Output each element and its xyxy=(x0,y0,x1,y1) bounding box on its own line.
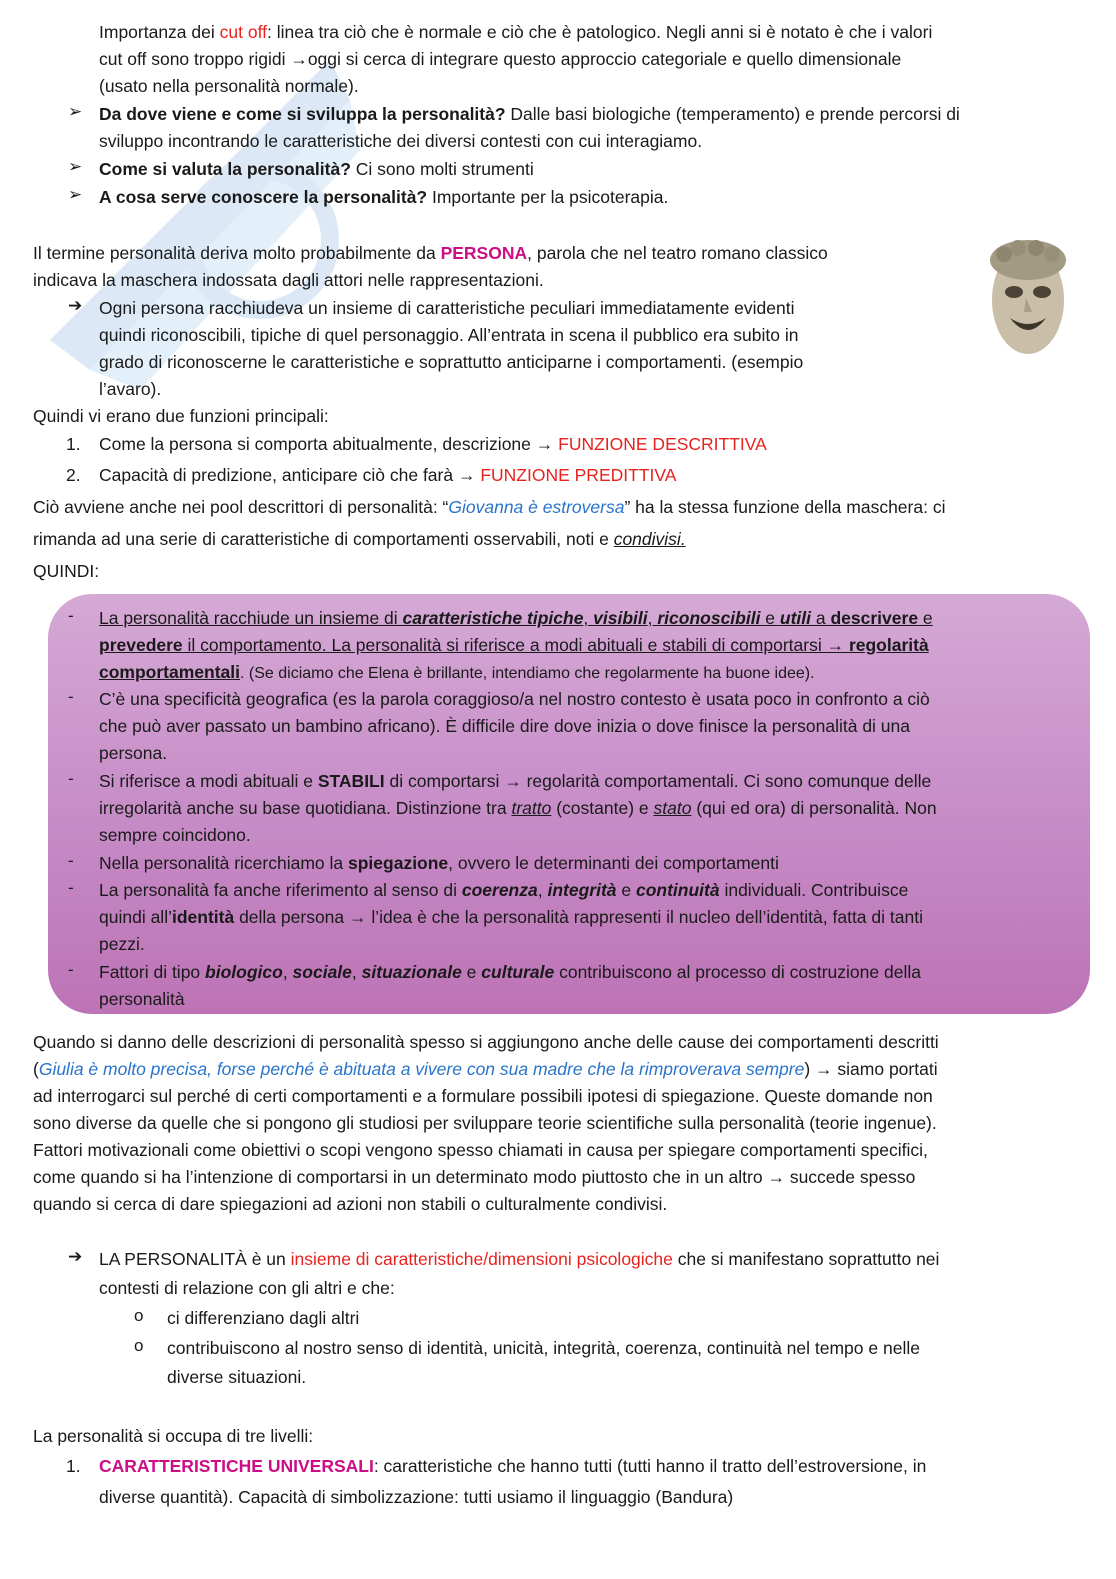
circle-bullet: o xyxy=(134,1306,144,1325)
dash-bullet: - xyxy=(68,960,74,979)
pool-line-1: Ciò avviene anche nei pool descrittori di personalità: “Giovanna è estroversa” ha la stessa funzione della maschera: ci xyxy=(33,497,946,517)
box-bullet-2-line-2: che può aver passato un bambino africano). È difficile dire dove inizia o dove finisce la personalità di una xyxy=(99,716,910,736)
intro-line-3: (usato nella personalità normale). xyxy=(99,76,359,96)
persona-arrow-line-1: Ogni persona racchiudeva un insieme di caratteristiche peculiari immediatamente evidenti xyxy=(99,298,795,318)
list-number: 2. xyxy=(66,465,81,485)
definition-sub-2-cont: diverse situazioni. xyxy=(167,1367,307,1387)
function-item-1: Come la persona si comporta abitualmente, descrizione → FUNZIONE DESCRITTIVA xyxy=(99,434,767,454)
list-number: 1. xyxy=(66,1456,81,1476)
function-item-2: Capacità di predizione, anticipare ciò che farà → FUNZIONE PREDITTIVA xyxy=(99,465,677,485)
persona-line-1: Il termine personalità deriva molto probabilmente da PERSONA, parola che nel teatro romano classico xyxy=(33,243,828,263)
intro-line-2: cut off sono troppo rigidi →oggi si cerca di integrare questo approccio categoriale e quello dimensionale xyxy=(99,49,902,69)
causes-line-5: Fattori motivazionali come obiettivi o scopi vengono spesso chiamati in causa per spiegare comportamenti specifici, xyxy=(33,1140,928,1160)
functions-intro: Quindi vi erano due funzioni principali: xyxy=(33,406,329,426)
check-bullet-icon: ➢ xyxy=(68,157,83,176)
persona-arrow-line-4: l’avaro). xyxy=(99,379,162,399)
causes-line-3: ad interrogarci sul perché di certi comportamenti e a formulare possibili ipotesi di spiegazione. Queste domande non xyxy=(33,1086,933,1106)
box-bullet-4: Nella personalità ricerchiamo la spiegazione, ovvero le determinanti dei comportamenti xyxy=(99,853,779,873)
question-3: A cosa serve conoscere la personalità? Importante per la psicoterapia. xyxy=(99,187,669,207)
question-2: Come si valuta la personalità? Ci sono molti strumenti xyxy=(99,159,534,179)
definition-line-2: contesti di relazione con gli altri e che: xyxy=(99,1278,395,1298)
dash-bullet: - xyxy=(68,606,74,625)
causes-line-2: (Giulia è molto precisa, forse perché è abituata a vivere con sua madre che la rimproverava sempre) → siamo portati xyxy=(33,1059,938,1079)
box-bullet-3-line-2: irregolarità anche su base quotidiana. Distinzione tra tratto (costante) e stato (qui ed ora) di personalità. Non xyxy=(99,798,937,818)
box-bullet-2-line-3: persona. xyxy=(99,743,168,763)
box-bullet-5-line-2: quindi all’identità della persona → l’idea è che la personalità rappresenti il nucleo dell’identità, fatta di tanti xyxy=(99,907,923,927)
arrow-bullet-icon: ➔ xyxy=(68,1247,83,1266)
box-bullet-6-line-2: personalità xyxy=(99,989,185,1009)
definition-line-1: LA PERSONALITÀ è un insieme di caratteristiche/dimensioni psicologiche che si manifestano soprattutto nei xyxy=(99,1249,940,1269)
box-bullet-1-line-2: prevedere il comportamento. La personalità si riferisce a modi abituali e stabili di comportarsi → regolarità xyxy=(99,635,929,655)
definition-sub-2: contribuiscono al nostro senso di identità, unicità, integrità, coerenza, continuità nel tempo e nelle xyxy=(167,1338,920,1358)
theatre-mask-image xyxy=(988,240,1068,358)
pool-line-2: rimanda ad una serie di caratteristiche di comportamenti osservabili, noti e condivisi. xyxy=(33,529,686,549)
persona-arrow-line-3: grado di riconoscerne le caratteristiche e soprattutto anticiparne i comportamenti. (esempio xyxy=(99,352,804,372)
check-bullet-icon: ➢ xyxy=(68,185,83,204)
definition-sub-1: ci differenziano dagli altri xyxy=(167,1308,360,1328)
question-1-cont: sviluppo incontrando le caratteristiche dei diversi contesti con cui interagiamo. xyxy=(99,131,703,151)
check-bullet-icon: ➢ xyxy=(68,102,83,121)
quindi-label: QUINDI: xyxy=(33,561,100,581)
levels-intro: La personalità si occupa di tre livelli: xyxy=(33,1426,314,1446)
box-bullet-2-line-1: C’è una specificità geografica (es la parola coraggioso/a nel nostro contesto è usata poco in confronto a ciò xyxy=(99,689,930,709)
box-bullet-6-line-1: Fattori di tipo biologico, sociale, situazionale e culturale contribuiscono al processo di costruzione della xyxy=(99,962,921,982)
levels-item-1: CARATTERISTICHE UNIVERSALI: caratteristiche che hanno tutti (tutti hanno il tratto dell’estroversione, in xyxy=(99,1456,927,1476)
dash-bullet: - xyxy=(68,878,74,897)
box-bullet-1-line-1: La personalità racchiude un insieme di caratteristiche tipiche, visibili, riconoscibili e utili a descrivere e xyxy=(99,608,933,628)
box-bullet-3-line-3: sempre coincidono. xyxy=(99,825,251,845)
persona-line-2: indicava la maschera indossata dagli attori nelle rappresentazioni. xyxy=(33,270,544,290)
causes-line-4: sono diverse da quelle che si pongono gli studiosi per sviluppare teorie scientifiche sulla personalità (teorie ingenue). xyxy=(33,1113,937,1133)
dash-bullet: - xyxy=(68,851,74,870)
levels-item-1-cont: diverse quantità). Capacità di simbolizzazione: tutti usiamo il linguaggio (Bandura) xyxy=(99,1487,734,1507)
dash-bullet: - xyxy=(68,687,74,706)
causes-line-1: Quando si danno delle descrizioni di personalità spesso si aggiungono anche delle cause dei comportamenti descritti xyxy=(33,1032,939,1052)
box-bullet-3-line-1: Si riferisce a modi abituali e STABILI di comportarsi → regolarità comportamentali. Ci sono comunque delle xyxy=(99,771,932,791)
dash-bullet: - xyxy=(68,769,74,788)
persona-arrow-line-2: quindi riconoscibili, tipiche di quel personaggio. All’entrata in scena il pubblico era subito in xyxy=(99,325,799,345)
box-bullet-5-line-1: La personalità fa anche riferimento al senso di coerenza, integrità e continuità individuali. Contribuisce xyxy=(99,880,909,900)
causes-line-7: quando si cerca di dare spiegazioni ad azioni non stabili o culturalmente condivisi. xyxy=(33,1194,668,1214)
circle-bullet: o xyxy=(134,1336,144,1355)
box-bullet-5-line-3: pezzi. xyxy=(99,934,145,954)
list-number: 1. xyxy=(66,434,81,454)
arrow-bullet-icon: ➔ xyxy=(68,296,83,315)
box-bullet-1-line-3: comportamentali. (Se diciamo che Elena è brillante, intendiamo che regolarmente ha buone idee). xyxy=(99,662,815,682)
causes-line-6: come quando si ha l’intenzione di comportarsi in un determinato modo piuttosto che in un altro → succede spesso xyxy=(33,1167,916,1187)
question-1: Da dove viene e come si sviluppa la personalità? Dalle basi biologiche (temperamento) e prende percorsi di xyxy=(99,104,960,124)
intro-line-1: Importanza dei cut off: linea tra ciò che è normale e ciò che è patologico. Negli anni si è notato è che i valori xyxy=(99,22,933,42)
